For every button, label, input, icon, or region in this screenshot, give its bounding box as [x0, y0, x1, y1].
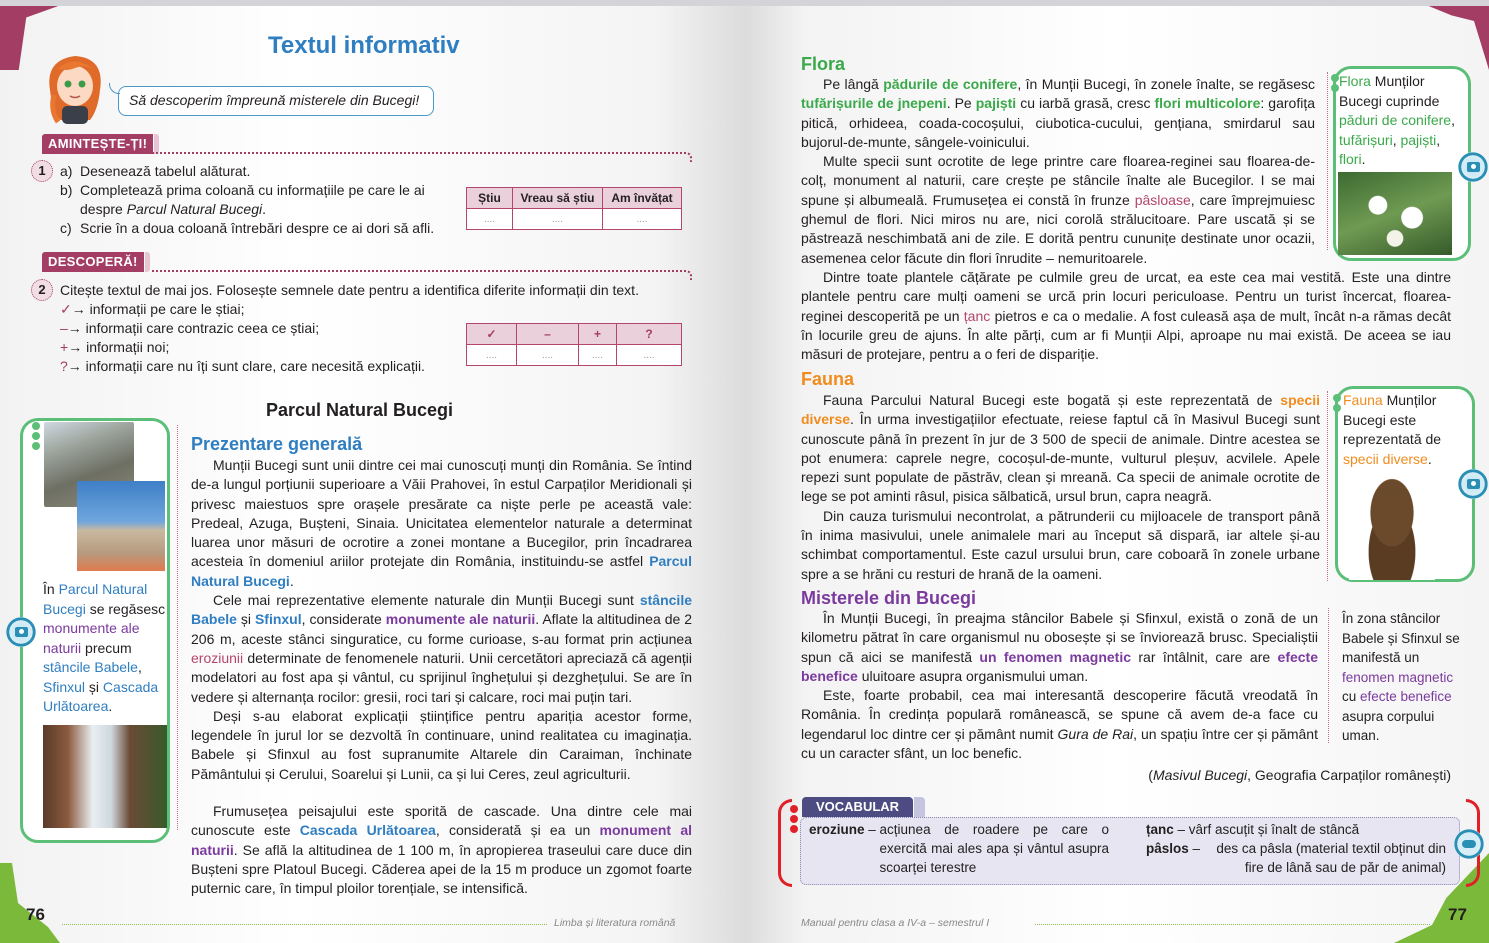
page-number: 76	[26, 905, 45, 924]
edelweiss-photo	[1338, 172, 1452, 255]
paragraph: În Munții Bucegi, în preajma stâncilor Babele și Sfinxul, există o zonă de un kilometru pătrat în care organismul nu obosește și se înviorează brusc. Specialiștii spun că aici se manifestă un fenomen magnetic rar întâlnit, care are efecte benefice uluitoare asupra organismului uman.	[801, 610, 1318, 684]
footer-subject: Limba și literatura română	[554, 917, 676, 929]
source-citation: (Masivul Bucegi, Geografia Carpaților românești)	[1148, 767, 1451, 783]
legend-text: → informații care contrazic ceea ce știai;	[67, 320, 320, 336]
table-header: Știu	[467, 188, 513, 209]
speech-bubble: Să descoperim împreună misterele din Bucegi!	[118, 86, 434, 116]
paragraph: Din cauza turismului necontrolat, a pătrunderii cu mijloacele de transport până în inima masivului, unele animalele mari au început să dispară, iar altele și-au schimbat comportamentul. Este cazul ursului brun, care coboară în zonele urbane spre a se hrăni cu resturi de hrană de la oameni.	[801, 507, 1320, 582]
kwl-table	[466, 187, 682, 230]
paragraph: Munții Bucegi sunt unii dintre cei mai cunoscuți munți din România. Se întind de-a lungul porțiunii superioare a Văii Prahovei, în estul Carpaților Meridionali și privesc maiestuos spre orașele presărate ca niște perle pe această vale: Predeal, Azuga, Bușteni, Sinaia. Unicitatea elementelor naturale a determinat luarea unor măsuri de ocrotire a zonei montane a Bucegilor, prin încadrarea acesteia în domeniul ariilor protejate din România, instituindu-se astfel Parcul Natural Bucegi.	[191, 457, 692, 589]
footer-divider	[1035, 924, 1430, 925]
vocab-definition: vârf ascuțit și înalt de stâncă	[1188, 822, 1360, 837]
flora-text	[801, 75, 1315, 268]
check-icon: ✓	[60, 301, 72, 317]
mysteries-sidebar-summary: În zona stâncilor Babele și Sfinxul se manifestă un fenomen magnetic cu efecte benefice asupra corpului uman.	[1342, 611, 1460, 743]
corner-decoration	[1414, 0, 1489, 70]
overview-text-continued	[43, 802, 692, 898]
vocab-definition: des ca pâsla (material textil obținut din fire de lână sau de păr de animal)	[1216, 841, 1446, 875]
task-number-badge: 2	[31, 279, 53, 301]
item-letter: c)	[60, 220, 72, 236]
paragraph: Frumusețea peisajului este sporită de cascade. Una dintre cele mai cunoscute este Cascada Urlătoarea, considerată și ea un monument al naturii. Se află la altitudinea de 1 100 m, în apropierea traseului care duce din Bușteni spre Platoul Bucegi. Căderea apei de la 15 m produce un zgomot foarte puternic care, în timpul ploilor torențiale, se intensifică.	[191, 803, 692, 897]
question-icon: ?	[60, 358, 68, 374]
vocab-dash: –	[864, 822, 880, 837]
footer-divider	[62, 924, 547, 925]
table-cell: ....	[579, 345, 617, 366]
flora-text-continued	[801, 268, 1451, 364]
fauna-text	[801, 391, 1320, 584]
section-heading-flora: Flora	[801, 54, 846, 74]
symbol-legend	[60, 300, 425, 376]
table-cell: ....	[467, 209, 513, 230]
task-number-badge: 1	[31, 160, 53, 182]
paragraph: Deși s-au elaborat explicații științifice pentru apariția acestor forme, legendele în jurul lor se dezvoltă în continuare, unind realitatea cu imaginația. Babele și Sfinxul au fost supranumite Altarele din Caraiman, închinate Pământului și Cerului, Soarelui și Lunii, ca și lui Ceres, zeul agriculturii.	[191, 707, 692, 782]
table-header: Am învățat	[603, 188, 682, 209]
sidebar-dots	[32, 422, 40, 452]
vocab-entry	[1146, 839, 1446, 877]
vocab-term: pâslos	[1146, 841, 1189, 856]
section-divider	[152, 270, 692, 280]
vocab-dots	[790, 805, 798, 835]
vocab-dash: –	[1188, 841, 1204, 856]
minus-icon: –	[60, 320, 68, 336]
section-label-remember: AMINTEȘTE-ȚI!	[42, 134, 153, 154]
table-cell: ....	[517, 345, 579, 366]
table-header: –	[517, 324, 579, 345]
babele-photo	[77, 481, 165, 571]
vocabulary-label: VOCABULAR	[802, 797, 913, 817]
camera-icon[interactable]	[1458, 469, 1488, 499]
vocab-entry	[809, 820, 1109, 877]
legend-text: → informații care nu îți sunt clare, care necesită explicații.	[67, 358, 425, 374]
vocabulary-box	[778, 797, 1480, 889]
vocab-definition: acțiunea de roadere pe care o exercită mai ales apa și vântul asupra scoarței terestre	[879, 822, 1109, 875]
sidebar-dots	[1333, 394, 1341, 414]
paragraph: Multe specii sunt ocrotite de lege printre care floarea-reginei sau floarea-de-colț, monument al naturii, care crește pe stâncile înalte ale Bucegilor. I se mai spune și albumeală. Frumusețea ei constă în frunze pâsloase, care împrejmuiesc ghemul de flori. Nici miros nu are, nici corolă strălucitoare. Pare uscată și se păstrează neschimbată ani de zile. E dorită pentru cununițe destinate unor ocazii, asemenea celor făcute din flori înrudite – nemuritoarele.	[801, 153, 1315, 266]
table-cell: ....	[467, 345, 517, 366]
page-title: Textul informativ	[268, 32, 460, 59]
table-header: Vreau să știu	[513, 188, 603, 209]
task-1	[60, 162, 460, 238]
table-header: ?	[617, 324, 682, 345]
right-page	[745, 0, 1489, 943]
sidebar-summary: În Parcul Natural Bucegi se regăsesc monumente ale naturii precum stâncile Babele, Sfinxul și Cascada Urlătoarea.	[43, 581, 166, 714]
gamepad-icon[interactable]	[1454, 829, 1484, 859]
flora-sidebar-summary: Flora Munților Bucegi cuprinde păduri de conifere, tufărișuri, pajiști, flori.	[1339, 73, 1455, 167]
insert-table	[466, 323, 682, 366]
table-cell: ....	[617, 345, 682, 366]
girl-avatar-icon	[40, 50, 110, 125]
section-heading-overview: Prezentare generală	[191, 434, 363, 454]
top-strip	[0, 0, 1489, 6]
mysteries-text	[801, 609, 1318, 763]
footer-manual: Manual pentru clasa a IV-a – semestrul I	[801, 917, 990, 929]
section-heading-mysteries: Misterele din Bucegi	[801, 588, 977, 608]
vocab-entry	[1146, 820, 1446, 839]
section-divider	[152, 152, 692, 162]
page-number: 77	[1448, 905, 1467, 924]
camera-icon[interactable]	[6, 617, 36, 647]
vocab-term: țanc	[1146, 822, 1174, 837]
item-text: Completează prima coloană cu informațiile pe care le ai	[80, 182, 425, 198]
plus-icon: +	[60, 339, 69, 355]
section-label-discover: DESCOPERĂ!	[42, 252, 144, 272]
vocabulary-definitions	[800, 817, 1460, 885]
table-cell: ....	[603, 209, 682, 230]
column-divider	[177, 425, 178, 830]
paragraph: Cele mai reprezentative elemente naturale din Munții Bucegi sunt stâncile Babele și Sfinxul, considerate monumente ale naturii. Aflate la altitudinea de 2 206 m, aceste stânci singuratice, cu forme curioase, s-au format prin acțiunea eroziunii determinate de fenomenele naturii. Unii cercetători apreciază că agenții modelatori au fost apa și vântul, cu sprijinul înghețului și dezghețului. Se are în vedere și alternanța rocilor: gresii, roci tari și calcare, roci mai puțin tari.	[191, 592, 693, 705]
section-heading-fauna: Fauna	[801, 369, 855, 389]
item-text: .	[262, 201, 266, 217]
camera-icon[interactable]	[1458, 152, 1488, 182]
item-letter: a)	[60, 163, 73, 179]
legend-text: → informații pe care le știai;	[71, 301, 245, 317]
vocab-term: eroziune	[809, 822, 865, 837]
item-text: despre	[80, 201, 127, 217]
fauna-sidebar-summary: Fauna Munților Bucegi este reprezentată de specii diverse.	[1343, 392, 1442, 467]
paragraph: Este, foarte probabil, cea mai interesantă descoperire făcută vreodată în România. În credința populară românească, se spune că avem de-a face cu legendarul loc dintre cer și pământ numit Gura de Rai, un spațiu între cer și pământ cu un caracter sfânt, un loc benefic.	[801, 687, 1318, 762]
item-text: Scrie în a doua coloană întrebări despre ce ai dori să afli.	[80, 220, 435, 236]
item-italic-text: Parcul Natural Bucegi	[126, 201, 263, 217]
table-cell: ....	[513, 209, 603, 230]
task-2-instruction: Citește textul de mai jos. Folosește semnele date pentru a identifica diferite informații din text.	[60, 282, 639, 298]
paragraph: Pe lângă pădurile de conifere, în Munții Bucegi, în zonele înalte, se regăsesc tufărișurile de jnepeni. Pe pajiști cu iarbă grasă, cresc flori multicolore: garofița pitică, orhideea, coada-cocoșului, ciubotica-cucului, gențiana, smirdarul sau bujorul-de-munte, sângele-voinicului.	[801, 76, 1315, 150]
table-header: +	[579, 324, 617, 345]
table-header: ✓	[467, 324, 517, 345]
paragraph: Dintre toate plantele cățărate pe culmile greu de urcat, ea este cea mai vestită. Este una dintre plantele pentru care mulți oameni se urcă prin locuri periculoase. Pentru un turist încercat, floarea-reginei descoperită pe un țanc pietros e ca o medalie. A fost culeasă așa de mult, încât n-a rămas decât în locurile greu de ajuns. În alte părți, cum ar fi Munții Alpi, aproape nu mai există. De aceea se iau măsuri de protejare, pentru a o feri de dispariție.	[801, 269, 1452, 363]
paragraph: Fauna Parcului Natural Bucegi este bogată și este reprezentată de specii diverse. În urma investigațiilor efectuate, reiese faptul că în Masivul Bucegi sunt cunoscute până în prezent în jur de 3 500 de specii de animale. Dintre acestea se pot enumera: caprele negre, cocoșul-de-munte, vulturul pleșuv, acvilele. Apele repezi sunt populate de păstrăv, clean și mreană. Ca specii de animale ocrotite de lege se pot aminti râsul, pisica sălbatică, ursul brun, capra neagră.	[801, 392, 1320, 505]
article-title: Parcul Natural Bucegi	[266, 400, 454, 420]
column-divider	[1327, 72, 1328, 250]
legend-text: → informații noi;	[68, 339, 170, 355]
item-letter: b)	[60, 182, 73, 198]
bear-photo	[1349, 468, 1435, 580]
column-divider	[1328, 608, 1329, 743]
item-text: Desenează tabelul alăturat.	[80, 163, 251, 179]
overview-text	[191, 456, 692, 784]
vocab-dash: –	[1173, 822, 1189, 837]
column-divider	[1327, 391, 1328, 581]
sidebar-dots	[1331, 74, 1339, 94]
